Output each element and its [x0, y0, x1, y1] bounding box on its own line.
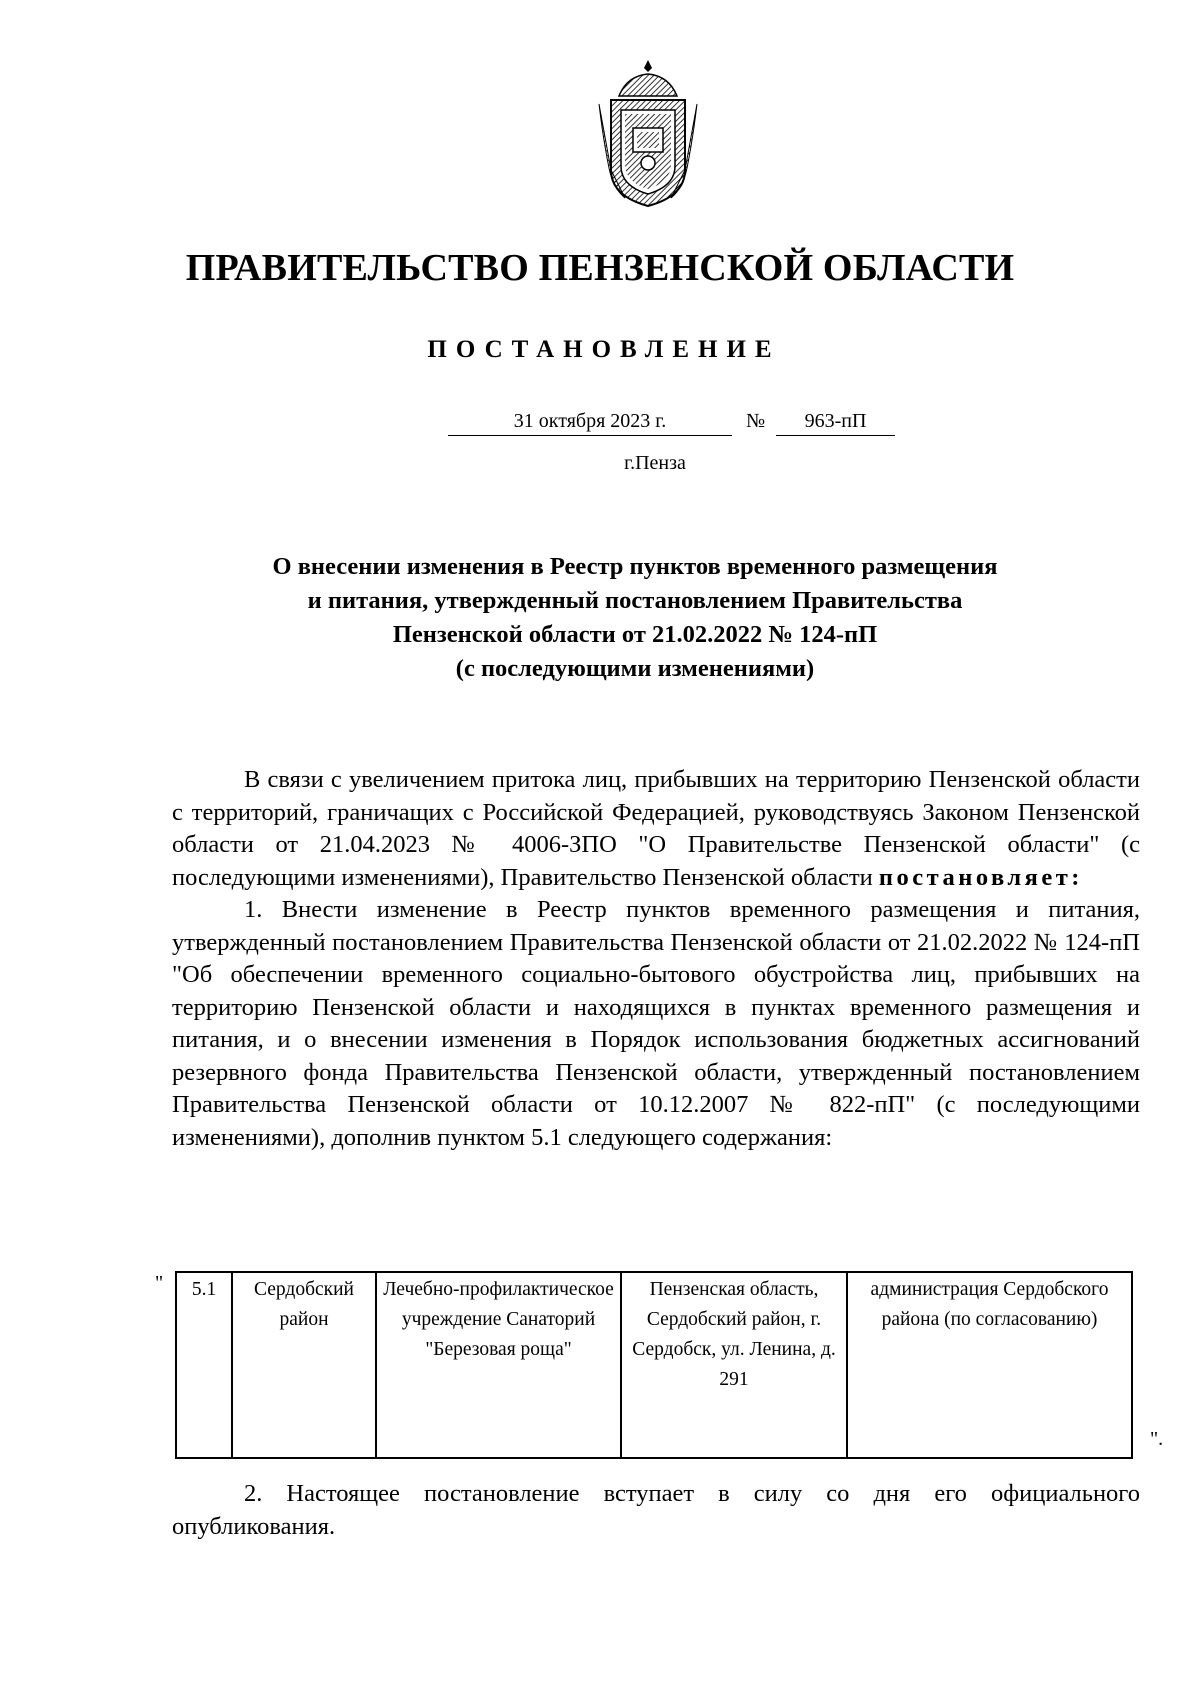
cell-district: Сердобский район: [232, 1272, 376, 1458]
intro-text: В связи с увеличением притока лиц, прибывших на территорию Пензенской области с территорий, граничащих с Российской Федерацией, руководствуясь Законом Пензенской области от 21.04.2023 № 4006-ЗПО "О Правительстве Пензенской области" (с последующими изменениями), Правительство Пензенской области: [172, 766, 1140, 891]
body-text: [172, 764, 1140, 1154]
registry-table: [175, 1271, 1133, 1459]
heading-line: и питания, утвержденный постановлением Правительства: [307, 587, 963, 614]
coat-of-arms-icon: [597, 58, 699, 208]
heading-line: Пензенской области от 21.02.2022 № 124-пП: [392, 621, 878, 648]
number-sign: №: [746, 410, 766, 432]
document-number: 963-пП: [776, 410, 895, 436]
document-heading: [175, 550, 1095, 686]
cell-address: Пензенская область, Сердобский район, г. Сердобск, ул. Ленина, д. 291: [621, 1272, 847, 1458]
point-2-block: [172, 1478, 1140, 1543]
quote-close: ".: [1150, 1428, 1164, 1450]
resolves-word: постановляет:: [878, 863, 1083, 891]
quote-open: ": [155, 1272, 164, 1294]
organization-title: ПРАВИТЕЛЬСТВО ПЕНЗЕНСКОЙ ОБЛАСТИ: [185, 247, 1015, 289]
date-number-line: [448, 410, 895, 440]
intro-paragraph: [172, 764, 1140, 894]
heading-line: (с последующими изменениями): [455, 655, 815, 682]
cell-authority: администрация Сердобского района (по согласованию): [847, 1272, 1132, 1458]
point-1-paragraph: 1. Внести изменение в Реестр пунктов временного размещения и питания, утвержденный постановлением Правительства Пензенской области от 21.02.2022 № 124-пП "Об обеспечении временного социально-бытового обустройства лиц, прибывших на территорию Пензенской области и находящихся в пунктах временного размещения и питания, и о внесении изменения в Порядок использования бюджетных ассигнований резервного фонда Правительства Пензенской области, утвержденный постановлением Правительства Пензенской области от 10.12.2007 № 822-пП" (с последующими изменениями), дополнив пунктом 5.1 следующего содержания:: [172, 896, 1140, 1151]
document-type: ПОСТАНОВЛЕНИЕ: [427, 336, 781, 363]
cell-institution: Лечебно-профилактическое учреждение Санаторий "Березовая роща": [376, 1272, 621, 1458]
cell-number: 5.1: [176, 1272, 232, 1458]
point-2-paragraph: 2. Настоящее постановление вступает в силу со дня его официального опубликования.: [172, 1480, 1140, 1540]
document-date: 31 октября 2023 г.: [448, 410, 732, 436]
city: г.Пенза: [624, 452, 686, 474]
table-row: [176, 1272, 1132, 1458]
heading-line: О внесении изменения в Реестр пунктов временного размещения: [272, 553, 998, 580]
